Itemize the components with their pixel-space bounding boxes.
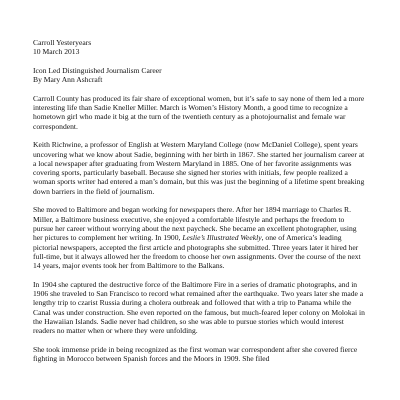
article-byline: By Mary Ann Ashcraft: [33, 75, 103, 85]
spacer: [33, 84, 366, 93]
paragraph-baltimore: [33, 205, 366, 270]
paragraph-intro: Carroll County has produced its fair share of exceptional women, but it’s safe to say none of them led a more interesting life than Sadie Kneller Miller. March is Women’s History Month, a good time to recognize a hometown girl who made it big at the turn of the twentieth century as a photojournalist and female war correspondent.: [33, 93, 365, 131]
paragraph-travels: In 1904 she captured the destructive force of the Baltimore Fire in a series of dramatic photographs, and in 1906 she traveled to San Francisco to record what remained after the earthquake. Two years later she made a lengthy trip to czarist Russia during a cholera outbreak and followed that with a trip to Panama while the Canal was under construction. She even reported on the famous, but much-feared leper colony on Molokai in the Hawaiian Islands. Sadie never had children, so she was able to pursue stories which would interest readers no matter when or where they were unfolding.: [33, 279, 365, 336]
article-headline: Icon Led Distinguished Journalism Career: [33, 65, 162, 75]
paragraph-richwine: Keith Richwine, a professor of English at Western Maryland College (now McDaniel College), spent years uncovering what we know about Sadie, beginning with her birth in 1867. She started her journalism career at a local newspaper after graduating from Western Maryland in 1885. One of her favorite assignments was covering sports, particularly baseball. Because she signed her stories with initials, few people realized a woman sports writer had entered a man’s domain, but this was just the beginning of a lifetime spent breaking down barriers in the field of journalism.: [33, 140, 365, 196]
article-date: 10 March 2013: [33, 47, 80, 57]
spacer: [33, 57, 366, 66]
paragraph-text: She moved to Baltimore and began working for newspapers there. After her 1894 marriage to Charles R. Miller, a Baltimore business executive, she enjoyed a comfortable lifestyle and perhaps the freedom to pursue her career without worrying about the next paycheck. She became an excellent photographer, using her pictures to complement her writing. In 1900,: [33, 205, 357, 243]
paragraph-text: , one of America’s leading pictorial newspapers, accepted the first article and photographs she submitted. Three years later it hired her full-time, but it always allowed her the freedom to choose her own assignments. Over the course of the next 14 years, major events took her from Baltimore to the Balkans.: [33, 233, 361, 271]
publication-title: Leslie’s Illustrated Weekly: [182, 233, 262, 243]
column-name: Carroll Yesteryears: [33, 38, 92, 47]
paragraph-war-correspondent: She took immense pride in being recognized as the first woman war correspondent after she covered fierce fighting in Morocco between Spanish forces and the Moors in 1909. She filed: [33, 344, 358, 364]
